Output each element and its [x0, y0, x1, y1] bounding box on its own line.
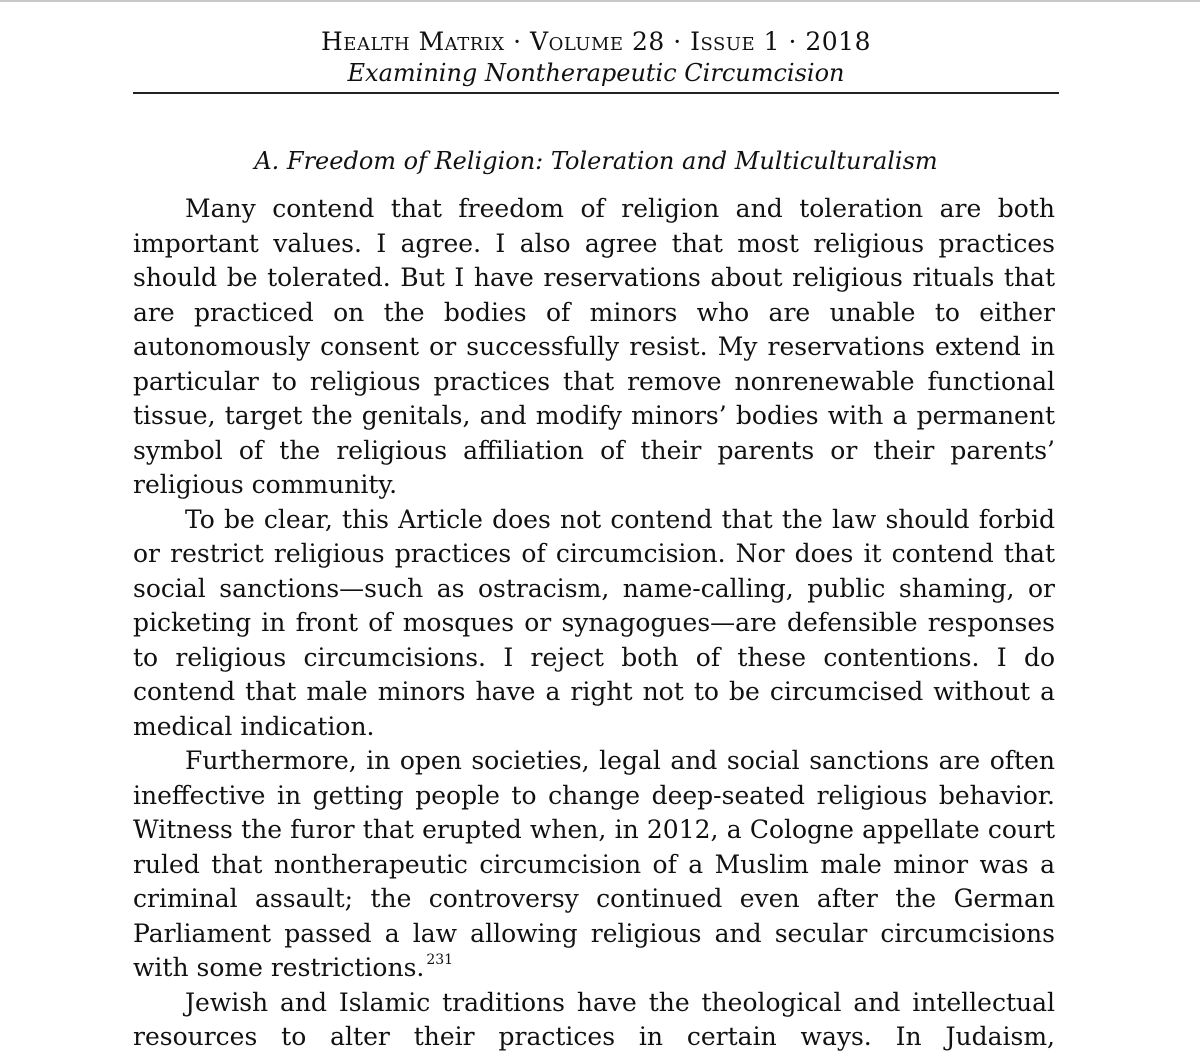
text-line-content: with some restrictions.	[133, 953, 425, 982]
text-line: to religious circumcisions. I reject both of these contentions. I do	[133, 642, 1055, 672]
paragraph	[133, 986, 1055, 1055]
text-line: criminal assault; the controversy continued even after the German	[133, 884, 1055, 913]
text-line: picketing in front of mosques or synagogues—are defensible responses	[133, 608, 1055, 637]
footnote-marker[interactable]: 231	[426, 952, 454, 968]
text-line: Witness the furor that erupted when, in 2012, a Cologne appellate court	[133, 815, 1055, 844]
text-line: tissue, target the genitals, and modify minors’ bodies with a permanent	[133, 401, 1055, 430]
header-rule	[133, 92, 1059, 94]
text-line: social sanctions—such as ostracism, name-calling, public shaming, or	[133, 573, 1055, 603]
text-line: Parliament passed a law allowing religious and secular circumcisions	[133, 918, 1055, 948]
text-line: Jewish and Islamic traditions have the theological and intellectual	[185, 987, 1055, 1017]
text-line: medical indication.	[133, 711, 375, 741]
top-border	[0, 0, 1200, 2]
text-line: particular to religious practices that remove nonrenewable functional	[133, 366, 1055, 396]
text-line	[133, 951, 1055, 986]
journal-citation: Health Matrix · Volume 28 · Issue 1 · 2018	[321, 27, 871, 56]
text-line: ineffective in getting people to change deep-seated religious behavior.	[133, 780, 1055, 810]
text-line: symbol of the religious affiliation of their parents or their parents’	[133, 435, 1055, 465]
text-line: resources to alter their practices in certain ways. In Judaism,	[133, 1022, 1055, 1051]
section-heading: A. Freedom of Religion: Toleration and Multiculturalism	[254, 147, 938, 175]
paragraph	[133, 192, 1055, 503]
article-short-title: Examining Nontherapeutic Circumcision	[347, 59, 845, 87]
text-line: are practiced on the bodies of minors who are unable to either	[133, 297, 1055, 327]
paragraph	[133, 744, 1055, 986]
text-line: important values. I agree. I also agree that most religious practices	[133, 228, 1055, 258]
text-line: or restrict religious practices of circumcision. Nor does it contend that	[133, 539, 1055, 568]
text-line: should be tolerated. But I have reservations about religious rituals that	[133, 263, 1055, 292]
text-line: To be clear, this Article does not contend that the law should forbid	[185, 504, 1055, 534]
text-line: Many contend that freedom of religion and toleration are both	[185, 194, 1055, 223]
text-line: ruled that nontherapeutic circumcision of a Muslim male minor was a	[133, 849, 1055, 879]
article-body	[133, 192, 1055, 1055]
text-line: religious community.	[133, 470, 398, 499]
running-header	[133, 26, 1059, 88]
paragraph	[133, 503, 1055, 745]
text-line: autonomously consent or successfully resist. My reservations extend in	[133, 332, 1055, 361]
text-line: contend that male minors have a right not to be circumcised without a	[133, 677, 1055, 706]
text-line: Furthermore, in open societies, legal and social sanctions are often	[185, 746, 1055, 775]
